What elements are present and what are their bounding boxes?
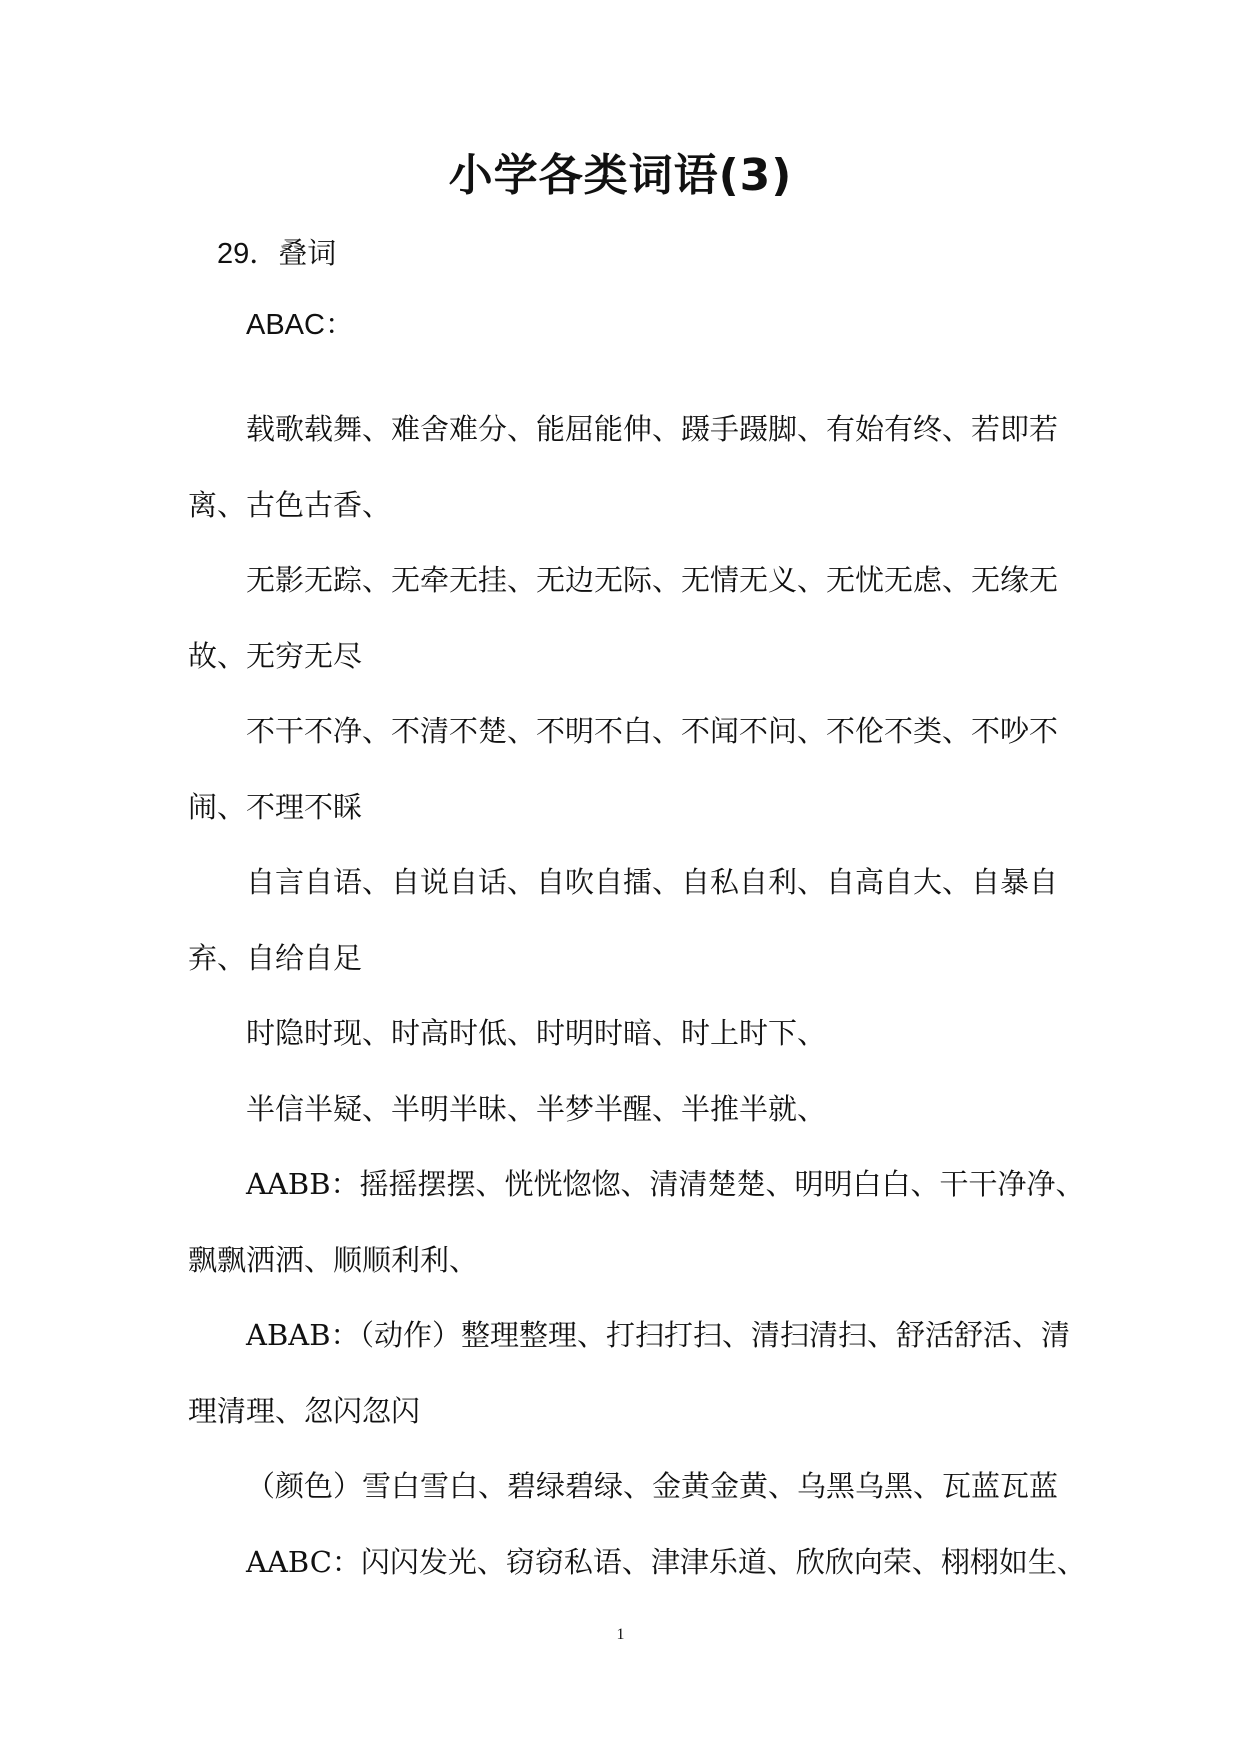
paragraph-line: 离、古色古香、 <box>188 488 392 522</box>
page-number: 1 <box>616 1626 625 1643</box>
paragraph-line: 载歌载舞、难舍难分、能屈能伸、蹑手蹑脚、有始有终、若即若 <box>246 412 1059 446</box>
paragraph-line: 故、无穷无尽 <box>188 639 363 673</box>
paragraph-line: AABC：闪闪发光、窃窃私语、津津乐道、欣欣向荣、栩栩如生、 <box>246 1545 1086 1579</box>
paragraph-line: 时隐时现、时高时低、时明时暗、时上时下、 <box>246 1016 827 1050</box>
paragraph-line: 无影无踪、无牵无挂、无边无际、无情无义、无忧无虑、无缘无 <box>246 563 1059 597</box>
paragraph-line: 闹、不理不睬 <box>188 790 363 824</box>
paragraph-line: 自言自语、自说自话、自吹自擂、自私自利、自高自大、自暴自 <box>246 865 1059 899</box>
paragraph-line: 飘飘洒洒、顺顺利利、 <box>188 1243 479 1277</box>
paragraph-line: （颜色）雪白雪白、碧绿碧绿、金黄金黄、乌黑乌黑、瓦蓝瓦蓝 <box>246 1469 1059 1503</box>
paragraph-line: ABAB：（动作）整理整理、打扫打扫、清扫清扫、舒活舒活、清 <box>246 1318 1071 1352</box>
document-title: 小学各类词语(3) <box>448 150 793 201</box>
pattern-heading-abac: ABAC： <box>246 309 354 341</box>
paragraph-line: 理清理、忽闪忽闪 <box>188 1394 421 1428</box>
paragraph-line: 半信半疑、半明半昧、半梦半醒、半推半就、 <box>246 1092 827 1126</box>
section-heading: 29．叠词 <box>217 238 337 270</box>
paragraph-line: AABB：摇摇摆摆、恍恍惚惚、清清楚楚、明明白白、干干净净、 <box>246 1167 1085 1201</box>
paragraph-line: 弃、自给自足 <box>188 941 363 975</box>
paragraph-line: 不干不净、不清不楚、不明不白、不闻不问、不伦不类、不吵不 <box>246 714 1059 748</box>
